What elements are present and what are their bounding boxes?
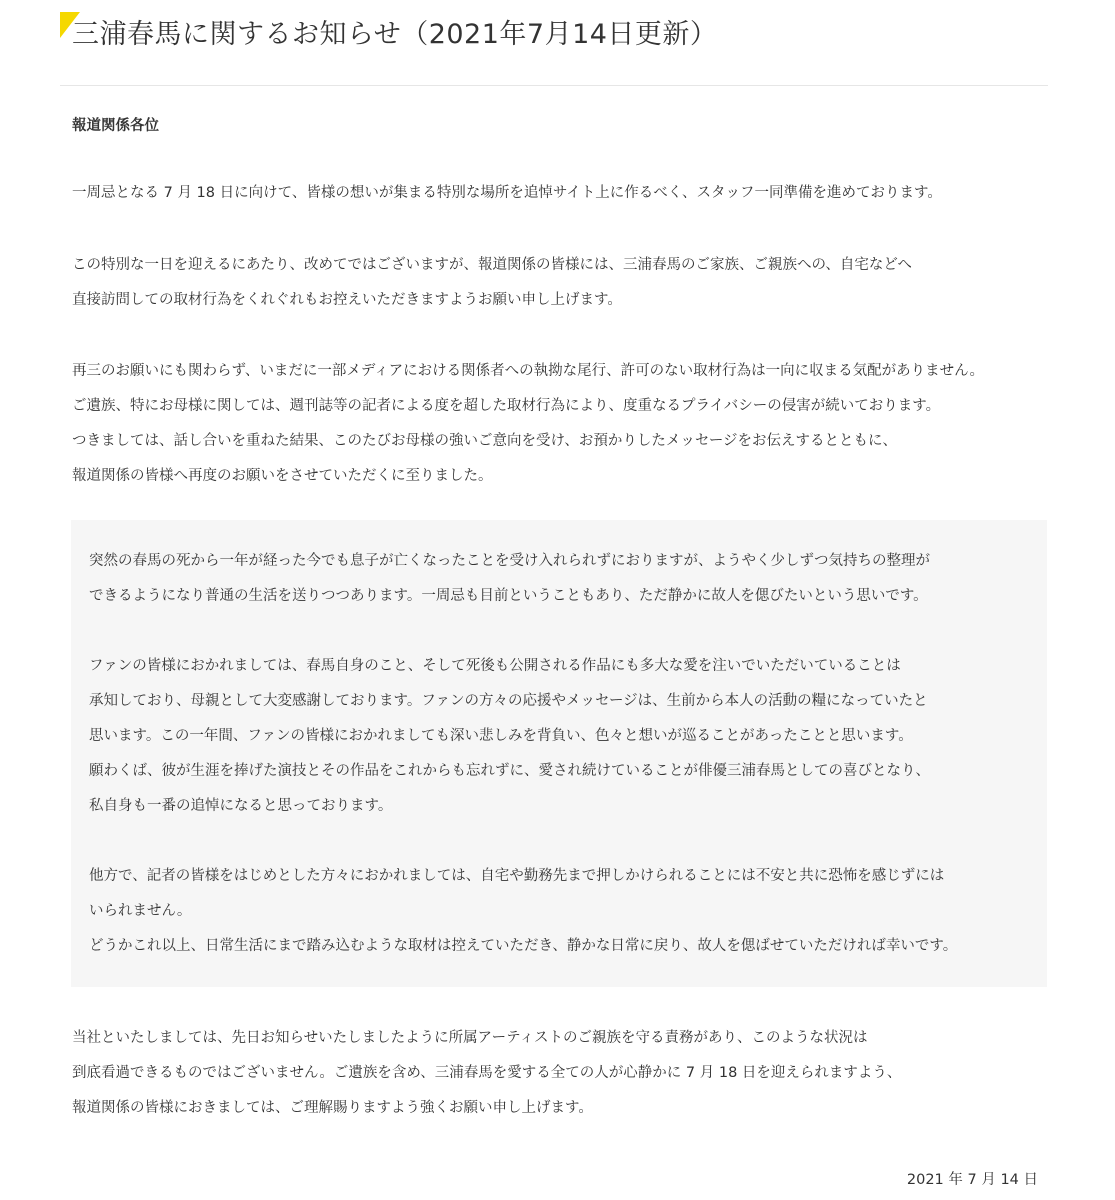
message-line: 他方で、記者の皆様をはじめとした方々におかれましては、自宅や勤務先まで押しかけられることには不安と共に恐怖を感じずには <box>89 868 945 884</box>
body-line: 報道関係の皆様へ再度のお願いをさせていただくに至りました。 <box>72 468 493 484</box>
message-line: できるようになり普通の生活を送りつつあります。一周忌も目前ということもあり、ただ静かに故人を偲びたいという思いです。 <box>89 588 928 604</box>
body-line: 一周忌となる 7 月 18 日に向けて、皆様の想いが集まる特別な場所を追悼サイト上に作るべく、スタッフ一同準備を進めております。 <box>72 185 942 201</box>
message-line: 私自身も一番の追悼になると思っております。 <box>89 798 393 814</box>
message-line: 思います。この一年間、ファンの皆様におかれましても深い悲しみを背負い、色々と想いが巡ることがあったことと思います。 <box>89 728 913 744</box>
closing-line: 報道関係の皆様におきましては、ご理解賜りますよう強くお願い申し上げます。 <box>72 1100 593 1116</box>
message-line: 願わくば、彼が生涯を捧げた演技とその作品をこれからも忘れずに、愛され続けていることが俳優三浦春馬としての喜びとなり、 <box>89 763 930 779</box>
notice-date: 2021 年 7 月 14 日 <box>906 1172 1038 1188</box>
closing-line: 到底看過できるものではございません。ご遺族を含め、三浦春馬を愛する全ての人が心静かに 7 月 18 日を迎えられますよう、 <box>72 1065 902 1081</box>
page-title: 三浦春馬に関するお知らせ（2021年7月14日更新） <box>72 19 718 50</box>
body-line: 再三のお願いにも関わらず、いまだに一部メディアにおける関係者への執拗な尾行、許可のない取材行為は一向に収まる気配がありません。 <box>72 363 985 379</box>
body-line: つきましては、話し合いを重ねた結果、このたびお母様の強いご意向を受け、お預かりしたメッセージをお伝えするとともに、 <box>72 433 898 449</box>
message-line: いられません。 <box>89 903 192 919</box>
message-line: どうかこれ以上、日常生活にまで踏み込むような取材は控えていただき、静かな日常に戻り、故人を偲ばせていただければ幸いです。 <box>89 938 958 954</box>
message-line: ファンの皆様におかれましては、春馬自身のこと、そして死後も公開される作品にも多大な愛を注いでいただいていることは <box>89 658 901 674</box>
body-line: ご遺族、特にお母様に関しては、週刊誌等の記者による度を超した取材行為により、度重なるプライバシーの侵害が続いております。 <box>72 398 941 414</box>
body-line: この特別な一日を迎えるにあたり、改めてではございますが、報道関係の皆様には、三浦春馬のご家族、ご親族への、自宅などへ <box>72 257 912 273</box>
addressee: 報道関係各位 <box>72 118 159 134</box>
body-line: 直接訪問しての取材行為をくれぐれもお控えいただきますようお願い申し上げます。 <box>72 292 622 308</box>
title-block <box>60 6 1050 86</box>
message-line: 突然の春馬の死から一年が経った今でも息子が亡くなったことを受け入れられずにおりますが、ようやく少しずつ気持ちの整理が <box>89 553 930 569</box>
title-divider <box>60 85 1048 86</box>
closing-line: 当社といたしましては、先日お知らせいたしましたように所属アーティストのご親族を守る責務があり、このような状況は <box>72 1030 868 1046</box>
message-line: 承知しており、母親として大変感謝しております。ファンの方々の応援やメッセージは、生前から本人の活動の糧になっていたと <box>89 693 928 709</box>
